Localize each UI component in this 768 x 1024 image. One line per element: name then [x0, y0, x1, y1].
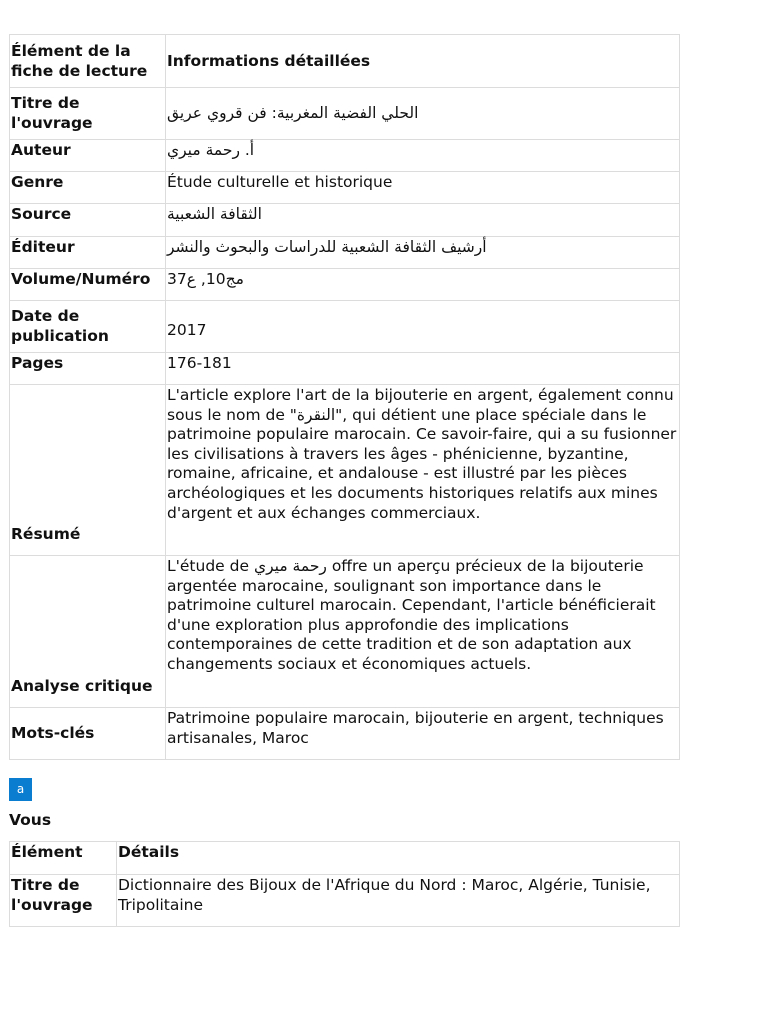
- row-label-pages: Pages: [10, 353, 166, 385]
- table-row: [10, 353, 680, 385]
- table-row: [10, 237, 680, 269]
- row-label-title: Titre de l'ouvrage: [10, 875, 117, 927]
- table-row: [10, 301, 680, 353]
- row-value-title: Dictionnaire des Bijoux de l'Afrique du Nord : Maroc, Algérie, Tunisie, Tripolitaine: [117, 875, 680, 927]
- row-label-summary: Résumé: [10, 385, 166, 556]
- reading-sheet-table: [9, 34, 680, 760]
- user-avatar: a: [9, 778, 32, 801]
- table-row: [10, 385, 680, 556]
- row-label-title: Titre de l'ouvrage: [10, 88, 166, 140]
- table-row: [10, 556, 680, 708]
- row-value-summary: L'article explore l'art de la bijouterie en argent, également connu sous le nom de "النقرة", qui détient une place spéciale dans le patrimoine populaire marocain. Ce savoir-faire, qui a su fusionner les civilisations à travers les âges - phénicienne, byzantine, romaine, africaine, et andalouse - est illustré par les pièces archéologiques et les documents historiques relatifs aux mines d'argent et aux échanges commerciaux.: [166, 385, 680, 556]
- row-label-volume: Volume/Numéro: [10, 269, 166, 301]
- header-cell-info: Informations détaillées: [166, 35, 680, 88]
- row-label-genre: Genre: [10, 172, 166, 204]
- row-value-critique: L'étude de رحمة ميري offre un aperçu précieux de la bijouterie argentée marocaine, soulignant son importance dans le patrimoine culturel marocain. Cependant, l'article bénéficierait d'une exploration plus approfondie des implications contemporaines de cette tradition et de son adaptation aux changements sociaux et économiques actuels.: [166, 556, 680, 708]
- table-row: [10, 140, 680, 172]
- row-label-critique: Analyse critique: [10, 556, 166, 708]
- row-label-keywords: Mots-clés: [10, 708, 166, 760]
- row-value-author: أ. رحمة ميري: [166, 140, 680, 172]
- row-value-pages: 176-181: [166, 353, 680, 385]
- row-value-title: الحلي الفضية المغربية: فن قروي عريق: [166, 88, 680, 140]
- row-label-source: Source: [10, 204, 166, 237]
- row-label-publisher: Éditeur: [10, 237, 166, 269]
- row-value-genre: Étude culturelle et historique: [166, 172, 680, 204]
- header-cell-details: Détails: [117, 842, 680, 875]
- table-row: [10, 172, 680, 204]
- row-value-date: 2017: [166, 301, 680, 353]
- row-value-volume: مج10, ع37: [166, 269, 680, 301]
- row-label-date: Date de publication: [10, 301, 166, 353]
- table-row: [10, 708, 680, 760]
- row-value-publisher: أرشيف الثقافة الشعبية للدراسات والبحوث والنشر: [166, 237, 680, 269]
- table-row: [10, 269, 680, 301]
- table-row: [10, 204, 680, 237]
- row-label-author: Auteur: [10, 140, 166, 172]
- table-row: [10, 88, 680, 140]
- details-table: [9, 841, 680, 927]
- row-value-keywords: Patrimoine populaire marocain, bijouterie en argent, techniques artisanales, Maroc: [166, 708, 680, 760]
- row-value-source: الثقافة الشعبية: [166, 204, 680, 237]
- header-cell-element: Élément: [10, 842, 117, 875]
- table-header-row: [10, 842, 680, 875]
- sender-name: Vous: [9, 811, 52, 829]
- table-row: [10, 875, 680, 927]
- header-cell-element: Élément de la fiche de lecture: [10, 35, 166, 88]
- table-header-row: [10, 35, 680, 88]
